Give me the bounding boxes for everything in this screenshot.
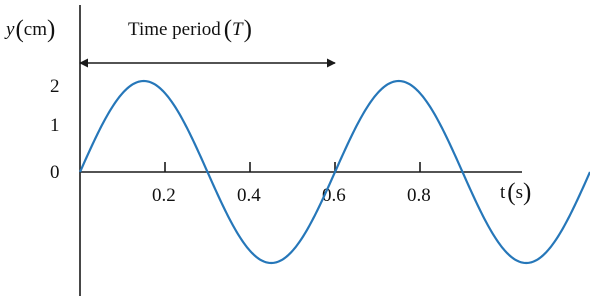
time-period-text: Time period — [128, 19, 221, 40]
y-tick-label-1: 1 — [50, 115, 60, 136]
x-tick-label: 0.8 — [407, 185, 431, 206]
y-axis-label — [4, 16, 55, 43]
svg-text:t(s): t(s) — [500, 179, 532, 206]
x-axis-symbol: t — [500, 182, 506, 203]
time-period-symbol: T — [232, 19, 243, 40]
x-axis-label — [500, 179, 531, 206]
svg-text:Time period(T): Time period (T) — [128, 16, 252, 43]
y-axis-unit: cm — [23, 19, 47, 40]
x-tick-label: 0.6 — [322, 185, 346, 206]
x-tick-label: 0.4 — [237, 185, 261, 206]
y-axis-symbol: y — [6, 19, 15, 40]
x-axis-unit: s — [515, 182, 524, 203]
x-tick-label: 0.2 — [152, 185, 176, 206]
y-tick-label-0: 0 — [50, 162, 60, 183]
time-period-label — [128, 16, 252, 43]
svg-text:y(cm): y(cm) — [6, 16, 56, 43]
y-tick-label-2: 2 — [50, 76, 60, 97]
